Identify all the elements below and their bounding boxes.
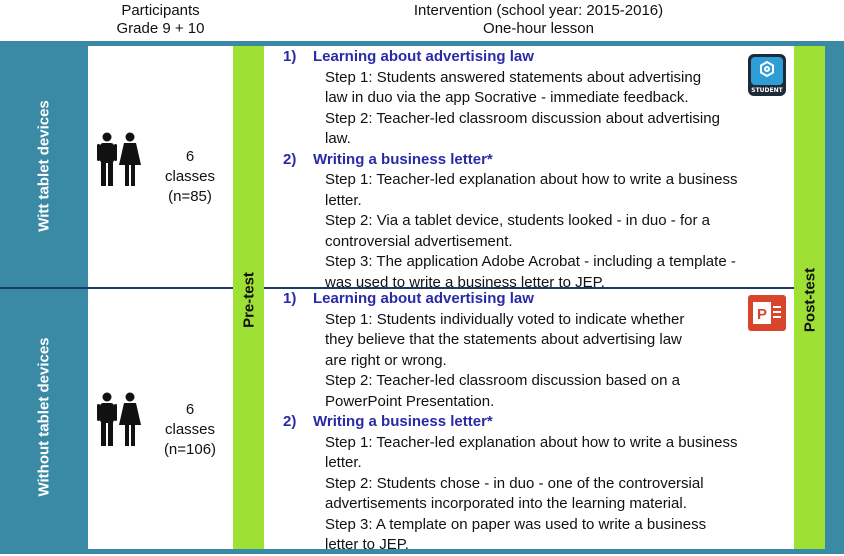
step: [283, 109, 793, 150]
step-line: advertisements incorporated into the learning material.: [325, 495, 687, 512]
step-line: they believe that the statements about advertising law: [325, 331, 682, 348]
step-line: Step 2: Students chose - in duo - one of the controversial: [325, 474, 704, 492]
students-icon: [96, 392, 142, 448]
step-line: are right or wrong.: [325, 351, 447, 369]
step: [283, 474, 793, 515]
step: [283, 211, 793, 252]
participants-header: [88, 2, 233, 38]
count-n: (n=85): [168, 188, 212, 205]
group-without-tablet-content: [283, 289, 793, 556]
step-line: Step 1: Students individually voted to indicate whether: [325, 310, 685, 328]
step-line: Step 1: Students answered statements about advertising: [325, 68, 702, 86]
svg-text:P: P: [757, 306, 768, 323]
step-line: was used to write a business letter to JEP.: [325, 273, 605, 291]
post-test-label: Post-test: [801, 267, 819, 333]
intervention-header-line1: Intervention (school year: 2015-2016): [413, 2, 664, 19]
count-unit: classes: [164, 421, 216, 438]
socrative-label: STUDENT: [751, 87, 783, 94]
step-line: Step 3: The application Adobe Acrobat - including a template -: [325, 253, 736, 270]
group-without-tablet-label: Without tablet devices: [35, 337, 53, 497]
step: [283, 310, 793, 372]
step-line: controversial advertisement.: [325, 232, 513, 250]
step-line: law.: [325, 130, 351, 147]
participants-header-line1: Participants: [121, 2, 200, 19]
step-line: Step 3: A template on paper was used to write a business: [325, 515, 707, 533]
intervention-header: [233, 2, 844, 38]
step-line: Step 2: Teacher-led classroom discussion based on a: [325, 372, 680, 389]
step: [283, 371, 793, 412]
section-title-text: Learning about advertising law: [313, 48, 534, 65]
section-title: [283, 412, 793, 433]
step-line: Step 1: Teacher-led explanation about how to write a business: [325, 171, 738, 188]
count-number: 6: [185, 401, 195, 418]
section-title: [283, 47, 793, 68]
count-number: 6: [185, 148, 195, 165]
section-title-text: Learning about advertising law: [313, 290, 534, 307]
section-number: 1): [283, 290, 297, 307]
group-without-tablet-count: [150, 400, 230, 460]
section-title-text: Writing a business letter*: [313, 413, 493, 430]
group-without-tablet-band: [0, 289, 88, 549]
group-with-tablet-label: Witt tablet devices: [35, 100, 53, 232]
section-number: 2): [283, 150, 297, 168]
group-with-tablet-band: [0, 46, 88, 287]
step-line: law in duo via the app Socrative - immediate feedback.: [325, 89, 689, 106]
step: [283, 170, 793, 211]
step-line: letter to JEP.: [325, 536, 409, 553]
right-edge-strip: [825, 46, 844, 549]
step: [283, 68, 793, 109]
step: [283, 252, 793, 293]
section-number: 1): [283, 48, 297, 65]
group-with-tablet-count: [150, 147, 230, 207]
count-n: (n=106): [163, 441, 217, 458]
pre-test-label: Pre-test: [240, 272, 258, 328]
step: [283, 433, 793, 474]
group-divider: [0, 287, 233, 289]
section-title: [283, 150, 793, 171]
group-with-tablet-content: [283, 47, 793, 293]
intervention-header-line2: One-hour lesson: [483, 20, 594, 37]
top-border-strip: [0, 41, 844, 46]
participants-header-line2: Grade 9 + 10: [116, 20, 205, 37]
count-unit: classes: [164, 168, 216, 185]
section-number: 2): [283, 413, 297, 430]
section-title-text: Writing a business letter*: [313, 150, 493, 168]
step-line: Step 2: Via a tablet device, students looked - in duo - for a: [325, 212, 710, 229]
step-line: PowerPoint Presentation.: [325, 392, 495, 410]
students-icon: [96, 132, 142, 188]
step-line: Step 1: Teacher-led explanation about how to write a business: [325, 433, 738, 451]
step-line: letter.: [325, 191, 362, 209]
step: [283, 515, 793, 556]
step-line: letter.: [325, 454, 362, 471]
step-line: Step 2: Teacher-led classroom discussion about advertising: [325, 109, 720, 127]
section-title: [283, 289, 793, 310]
